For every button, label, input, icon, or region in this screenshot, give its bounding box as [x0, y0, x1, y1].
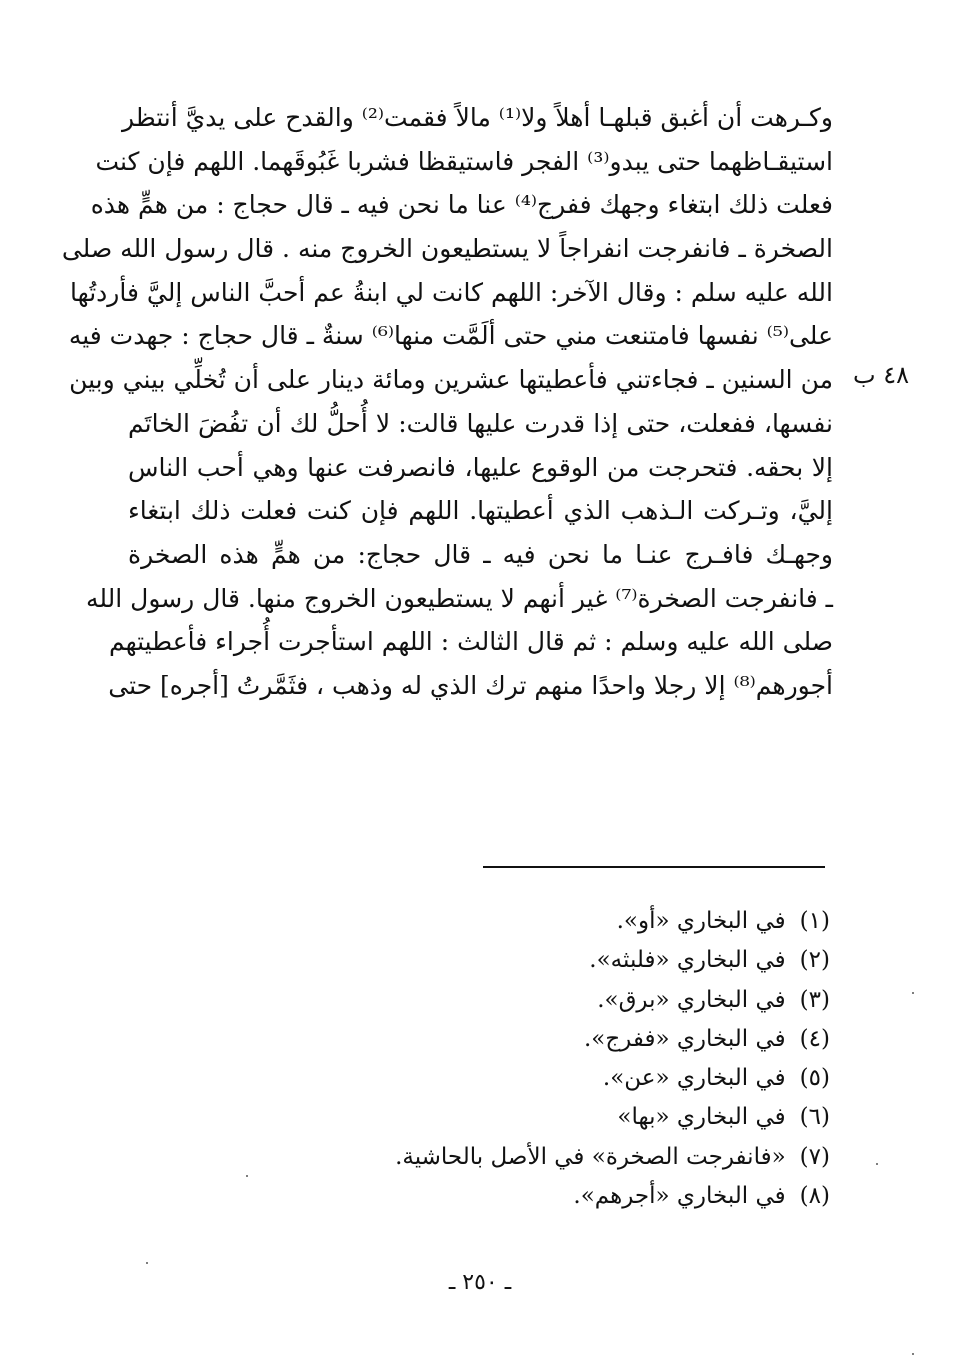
footnote-text: في البخاري «برق».: [597, 986, 786, 1013]
footnote-text: في البخاري «ففرج».: [583, 1025, 786, 1052]
footnote-text: في البخاري «عن».: [602, 1065, 786, 1092]
text-line: إلا بحقه. فتحرجت من الوقوع عليها، فانصرفت عنها وهي أحب الناس: [128, 452, 833, 482]
scan-speck: [912, 992, 914, 994]
footnote-number: (١): [799, 908, 830, 934]
footnote-item: [380, 1177, 830, 1216]
text-line: وكـرهت أن أغبق قبلهـا أهلاً ولا⁽¹⁾ مالاً فقمت⁽²⁾ والقدح على يديَّ أنتظر: [121, 103, 833, 132]
text-line: على⁽⁵⁾ نفسها فامتنعت مني حتى ألَمَّت منها⁽⁶⁾ سنةٌ ـ قال حجاج : جهدت فيه: [68, 321, 833, 351]
text-line: استيقـاظهما حتى يبدو⁽³⁾ الفجر فاستيقظا فشربا غَبُوقَهما. اللهم فإن كنت: [95, 146, 833, 176]
footnote-text: في البخاري «فلبثه».: [589, 947, 786, 974]
footnote-item: [380, 981, 830, 1020]
text-line: نفسها، ففعلت، حتى إذا قدرت عليها قالت: لا أُحلُّ لك أن تفُضَ الخاتَم: [128, 408, 833, 438]
text-line: أجورهم⁽⁸⁾ إلا رجلا واحدًا منهم ترك الذي له وذهب ، فثَمَّرتُ [أجره] حتى: [108, 670, 833, 700]
text-line: فعلت ذلك ابتغاء وجهك ففرج⁽⁴⁾ عنا ما نحن فيه ـ قال حجاج : من همٍّ هذه: [90, 190, 833, 220]
footnote-number: (٣): [799, 986, 830, 1013]
scan-speck: [912, 1353, 914, 1355]
text-line: الصخرة ـ فانفرجت انفراجاً لا يستطيعون الخروج منه . قال رسول الله صلى: [61, 234, 833, 264]
page-number: ـ ٢٥٠ ـ: [448, 1270, 512, 1295]
scan-speck: [146, 1262, 148, 1264]
text-line: وجهـك فافـرج عنـا ما نحن فيه ـ قال حجاج: من همٍّ هذه الصخرة: [128, 539, 833, 569]
scan-speck: [246, 1175, 248, 1177]
footnote-number: (٨): [799, 1183, 830, 1210]
footnote-number: (٧): [799, 1143, 830, 1170]
footnote-text: في البخاري «أجرهم».: [573, 1183, 786, 1210]
text-line: إليَّ، وتـركت الـذهب الذي أعطيتها. اللهم فإن كنت فعلت ذلك ابتغاء: [128, 496, 833, 526]
manuscript-folio-marker: ٤٨ ب: [852, 361, 909, 389]
footnote-item: [380, 1098, 830, 1137]
footnote-number: (٦): [799, 1104, 830, 1131]
footnote-number: (٤): [799, 1025, 830, 1052]
footnote-item: [380, 1138, 830, 1177]
scan-speck: [876, 1163, 878, 1165]
text-line: صلى الله عليه وسلم : ثم قال الثالث : اللهم استأجرت أُجراء فأعطيتهم: [108, 627, 833, 657]
text-line: ـ فانفرجت الصخرة⁽⁷⁾ غير أنهم لا يستطيعون الخروج منها. قال رسول الله: [85, 583, 833, 613]
text-line: من السنين ـ فجاءتني فأعطيتها عشرين ومائة دينار على أن تُخلِّي بيني وبين: [69, 365, 833, 395]
footnotes-list: [380, 902, 830, 1216]
footnote-number: (٥): [799, 1065, 830, 1092]
footnote-item: [380, 1059, 830, 1098]
main-text-block: [61, 96, 833, 708]
footnote-number: (٢): [799, 947, 830, 974]
footnote-item: [380, 941, 830, 980]
footnote-text: «فانفرجت الصخرة» في الأصل بالحاشية.: [395, 1143, 786, 1170]
footnote-separator: [483, 866, 825, 868]
footnote-text: في البخاري «أو».: [616, 908, 786, 934]
footnote-item: [380, 902, 830, 941]
footnote-text: في البخاري «بها»: [617, 1104, 786, 1131]
footnote-item: [380, 1020, 830, 1059]
text-line: الله عليه سلم : وقال الآخر: اللهم كانت لي ابنةُ عم أحبَّ الناس إليَّ فأردتُها: [70, 277, 833, 307]
